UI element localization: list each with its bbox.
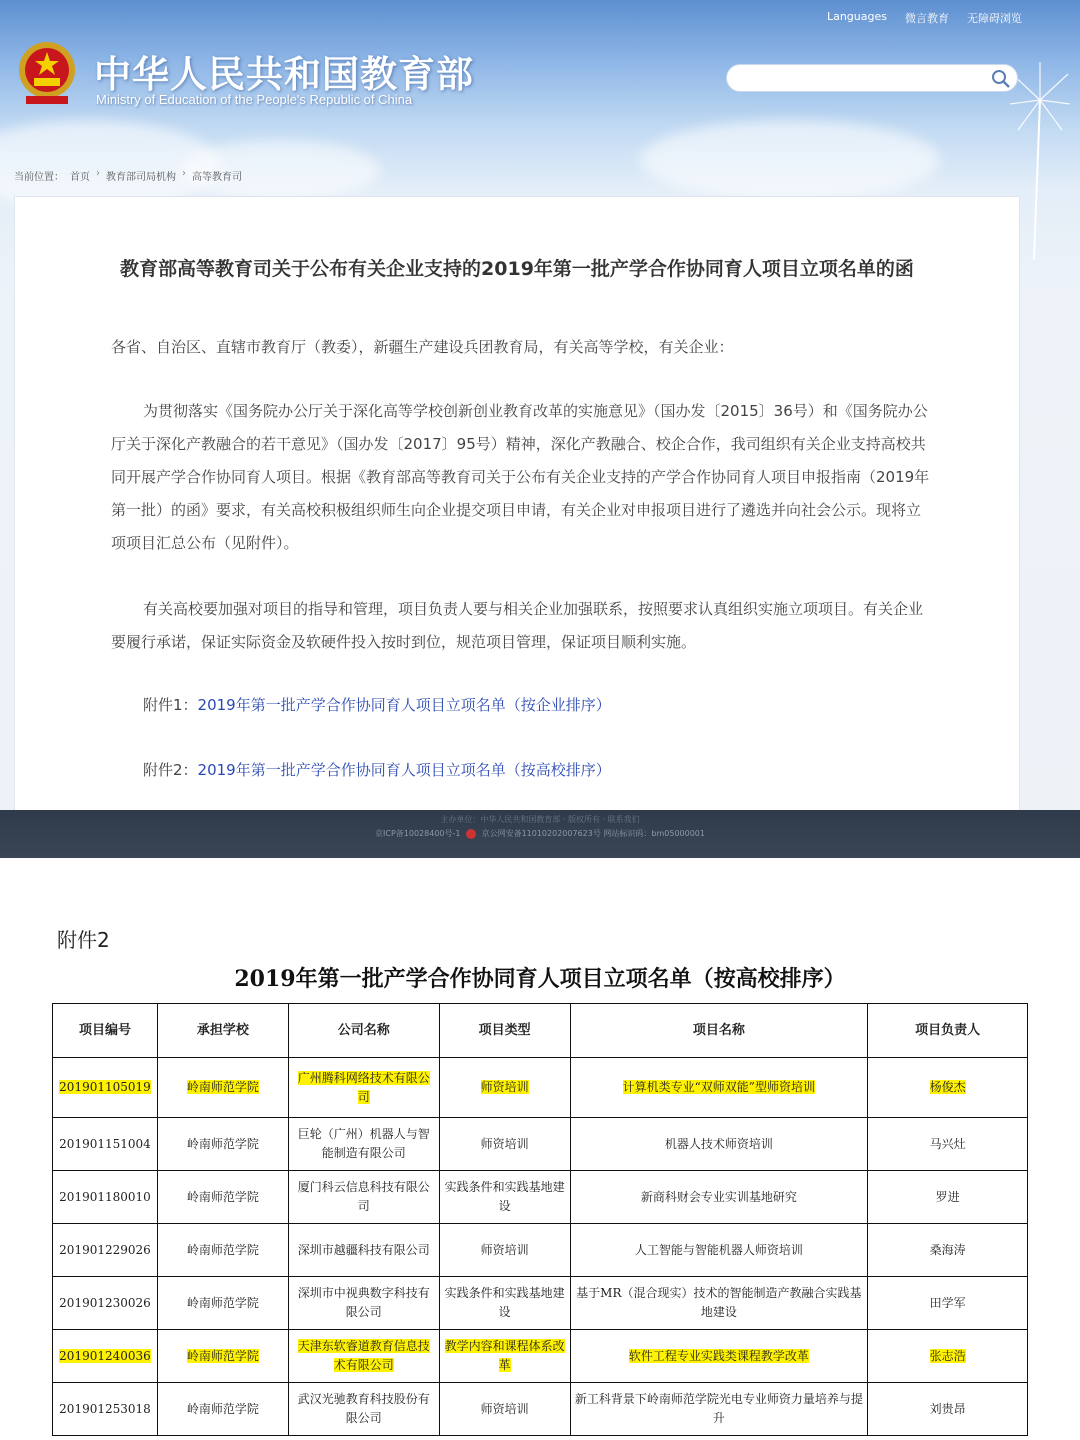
table-row [53, 1383, 1028, 1436]
languages-link[interactable]: Languages [826, 10, 887, 23]
search-icon[interactable] [991, 69, 1011, 89]
project-leader: 田学军 [929, 1295, 966, 1310]
footer-line-1: 主办单位：中华人民共和国教育部 · 版权所有 · 联系我们 [440, 815, 640, 824]
project-type-cell [439, 1330, 570, 1383]
project-name-cell [570, 1058, 868, 1118]
school-cell [157, 1277, 288, 1330]
column-header: 项目负责人 [868, 1004, 1028, 1058]
accessibility-link[interactable]: 无障碍浏览 [967, 12, 1022, 25]
school-cell [157, 1383, 288, 1436]
weiyan-education-link[interactable]: 微言教育 [905, 12, 949, 25]
attachment-1-link[interactable]: 2019年第一批产学合作协同育人项目立项名单（按企业排序） [197, 696, 611, 714]
school-cell [157, 1171, 288, 1224]
leader-cell [868, 1171, 1028, 1224]
company: 武汉光驰教育科技股份有限公司 [297, 1392, 430, 1425]
chevron-right-icon: › [182, 168, 186, 179]
school-cell [157, 1118, 288, 1171]
school-cell [157, 1058, 288, 1118]
breadcrumb-departments[interactable]: 教育部司局机构 [106, 172, 176, 183]
project-name: 新工科背景下岭南师范学院光电专业师资力量培养与提升 [574, 1392, 863, 1425]
site-footer [0, 810, 1080, 858]
footer-line-2 [0, 828, 1080, 839]
chevron-right-icon: › [96, 168, 100, 179]
project-type-cell [439, 1224, 570, 1277]
project-name: 人工智能与智能机器人师资培训 [634, 1242, 803, 1257]
project-id: 201901180010 [59, 1189, 151, 1204]
project-id-cell [53, 1171, 158, 1224]
project-name-cell [570, 1330, 868, 1383]
leader-cell [868, 1224, 1028, 1277]
article-salutation: 各省、自治区、直辖市教育厅（教委），新疆生产建设兵团教育局，有关高等学校，有关企业： [111, 338, 734, 356]
column-header: 项目类型 [439, 1004, 570, 1058]
cloud-decoration [640, 120, 940, 200]
project-name-cell [570, 1224, 868, 1277]
footer-icp[interactable]: 京ICP备10028400号-1 [375, 829, 461, 838]
company-cell [288, 1277, 439, 1330]
project-id: 201901229026 [59, 1242, 151, 1257]
table-row [53, 1330, 1028, 1383]
leader-cell [868, 1118, 1028, 1171]
project-id: 201901151004 [59, 1136, 151, 1151]
project-name: 机器人技术师资培训 [664, 1136, 773, 1151]
company-cell [288, 1224, 439, 1277]
column-header: 公司名称 [288, 1004, 439, 1058]
breadcrumb-higher-education[interactable]: 高等教育司 [192, 172, 242, 183]
national-emblem-icon [16, 40, 78, 108]
project-id-cell [53, 1383, 158, 1436]
project-type: 实践条件和实践基地建设 [444, 1180, 565, 1213]
police-badge-icon [466, 829, 476, 839]
leader-cell [868, 1330, 1028, 1383]
table-row [53, 1277, 1028, 1330]
table-row [53, 1118, 1028, 1171]
company: 广州腾科网络技术有限公司 [297, 1070, 430, 1104]
project-type: 师资培训 [480, 1242, 529, 1257]
site-title[interactable]: 中华人民共和国教育部 [94, 53, 474, 96]
column-header: 项目编号 [53, 1004, 158, 1058]
project-name: 计算机类专业“双师双能”型师资培训 [622, 1080, 815, 1094]
project-leader: 罗进 [935, 1189, 960, 1204]
project-name-cell [570, 1118, 868, 1171]
school: 岭南师范学院 [186, 1080, 259, 1094]
attachment-2 [143, 754, 963, 787]
project-leader: 马兴灶 [929, 1136, 966, 1151]
breadcrumb [14, 168, 242, 183]
project-id: 201901240036 [59, 1348, 151, 1363]
attachment-2-label: 附件2： [143, 761, 198, 779]
project-id-cell [53, 1224, 158, 1277]
project-type-cell [439, 1383, 570, 1436]
leader-cell [868, 1383, 1028, 1436]
school-cell [157, 1224, 288, 1277]
table-row [53, 1224, 1028, 1277]
breadcrumb-prefix: 当前位置： [14, 172, 64, 183]
attachment-1-label: 附件1： [143, 696, 198, 714]
company: 厦门科云信息科技有限公司 [297, 1180, 430, 1213]
company: 天津东软睿道教育信息技术有限公司 [297, 1339, 430, 1372]
school-cell [157, 1330, 288, 1383]
column-header: 承担学校 [157, 1004, 288, 1058]
project-name: 基于MR（混合现实）技术的智能制造产教融合实践基地建设 [576, 1286, 862, 1319]
project-leader: 杨俊杰 [929, 1080, 966, 1094]
column-header: 项目名称 [570, 1004, 868, 1058]
project-id: 201901253018 [59, 1401, 151, 1416]
project-name-cell [570, 1383, 868, 1436]
project-type-cell [439, 1118, 570, 1171]
search-input[interactable] [726, 64, 1018, 92]
school: 岭南师范学院 [186, 1242, 259, 1257]
leader-cell [868, 1277, 1028, 1330]
project-type: 实践条件和实践基地建设 [444, 1286, 565, 1319]
project-leader: 刘贵昂 [929, 1401, 966, 1416]
article-panel [14, 196, 1020, 816]
project-leader: 张志浩 [929, 1348, 966, 1363]
footer-police[interactable]: 京公网安备11010202007623号 [481, 829, 601, 838]
project-type-cell [439, 1171, 570, 1224]
project-leader: 桑海涛 [929, 1242, 966, 1257]
leader-cell [868, 1058, 1028, 1118]
company-cell [288, 1058, 439, 1118]
company-cell [288, 1330, 439, 1383]
school: 岭南师范学院 [186, 1295, 259, 1310]
project-type: 师资培训 [480, 1080, 529, 1094]
project-name: 新商科财会专业实训基地研究 [640, 1189, 797, 1204]
footer-site-code: 网站标识码：bm05000001 [603, 829, 705, 838]
article-paragraph-2: 有关高校要加强对项目的指导和管理，项目负责人要与相关企业加强联系，按照要求认真组织实施立项项目。有关企业要履行承诺，保证实际资金及软硬件投入按时到位，规范项目管理，保证项目顺利实施。 [111, 600, 924, 651]
company: 巨轮（广州）机器人与智能制造有限公司 [297, 1127, 430, 1160]
project-id: 201901230026 [59, 1295, 151, 1310]
article-paragraph-1: 为贯彻落实《国务院办公厅关于深化高等学校创新创业教育改革的实施意见》（国办发〔2015〕36号）和《国务院办公厅关于深化产教融合的若干意见》（国办发〔2017〕95号）精神，深化产教融合、校企合作，我司组织有关企业支持高校共同开展产学合作协同育人项目。根据《教育部高等教育司关于公布有关企业支持的产学合作协同育人项目申报指南（2019年第一批）的函》要求，有关高校积极组织师生向企业提交项目申请，有关企业对申报项目进行了遴选并向社会公示。现将立项项目汇总公布（见附件）。 [111, 402, 930, 552]
table-row [53, 1171, 1028, 1224]
project-id-cell [53, 1058, 158, 1118]
project-table [52, 1003, 1028, 1436]
attachment-2-link[interactable]: 2019年第一批产学合作协同育人项目立项名单（按高校排序） [197, 761, 611, 779]
project-type: 师资培训 [480, 1401, 529, 1416]
table-header-row [53, 1004, 1028, 1058]
school: 岭南师范学院 [186, 1348, 259, 1363]
company-cell [288, 1171, 439, 1224]
article-title: 教育部高等教育司关于公布有关企业支持的2019年第一批产学合作协同育人项目立项名单的函 [120, 258, 914, 280]
project-id-cell [53, 1330, 158, 1383]
site-subtitle: Ministry of Education of the People's Republic of China [96, 92, 413, 107]
school: 岭南师范学院 [186, 1136, 259, 1151]
project-name: 软件工程专业实践类课程教学改革 [628, 1348, 809, 1363]
company: 深圳市中视典数字科技有限公司 [297, 1286, 430, 1319]
project-type: 师资培训 [480, 1136, 529, 1151]
project-type: 教学内容和课程体系改革 [444, 1339, 565, 1372]
school: 岭南师范学院 [186, 1401, 259, 1416]
document-label: 附件2 [57, 928, 110, 952]
project-id-cell [53, 1277, 158, 1330]
school: 岭南师范学院 [186, 1189, 259, 1204]
project-name-cell [570, 1171, 868, 1224]
project-id: 201901105019 [59, 1080, 151, 1094]
project-id-cell [53, 1118, 158, 1171]
attachment-1 [143, 689, 963, 722]
company: 深圳市越疆科技有限公司 [297, 1242, 430, 1257]
table-row [53, 1058, 1028, 1118]
breadcrumb-home[interactable]: 首页 [70, 172, 90, 183]
document-title: 2019年第一批产学合作协同育人项目立项名单（按高校排序） [234, 966, 846, 992]
project-type-cell [439, 1277, 570, 1330]
company-cell [288, 1383, 439, 1436]
project-name-cell [570, 1277, 868, 1330]
company-cell [288, 1118, 439, 1171]
top-links [827, 10, 1022, 26]
project-type-cell [439, 1058, 570, 1118]
